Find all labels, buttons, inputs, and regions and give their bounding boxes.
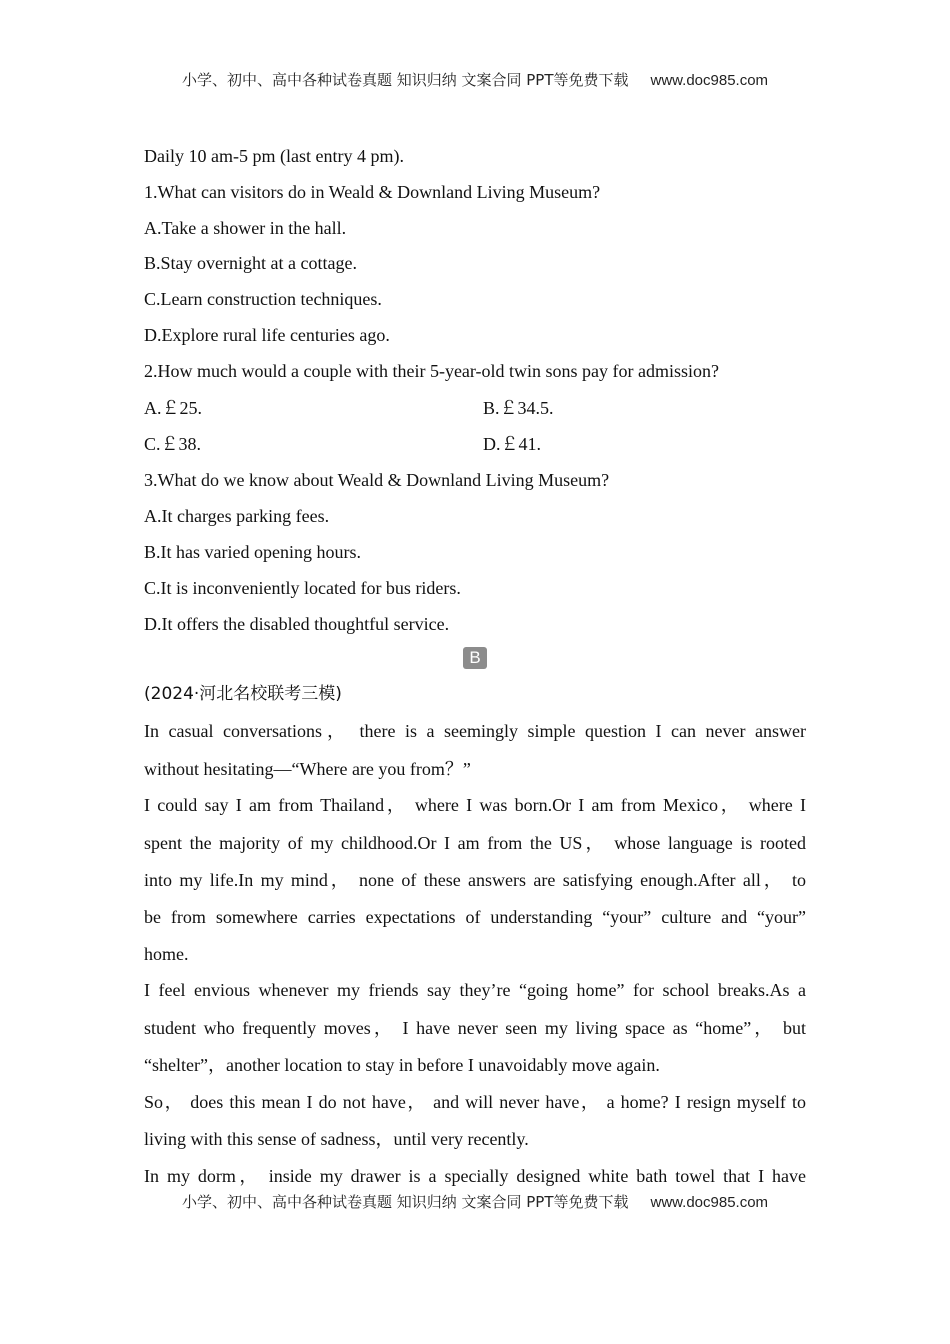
header-site-link[interactable]: www.doc985.com xyxy=(650,72,769,89)
opening-hours: Daily 10 am-5 pm (last entry 4 pm). xyxy=(144,146,404,166)
passage-line-10: “shelter”，another location to stay in before I unavoidably move again. xyxy=(144,1055,660,1075)
passage-line-9: student who frequently moves， I have never seen my living space as “home”， but xyxy=(144,1018,806,1038)
footer-site-link[interactable]: www.doc985.com xyxy=(650,1194,769,1211)
passage-line-11: So， does this mean I do not have， and will never have， a home? I resign myself to xyxy=(144,1092,806,1112)
passage-source: (2024·河北名校联考三模) xyxy=(144,684,342,704)
section-b-badge: B xyxy=(463,647,487,669)
question-3-option-c: C.It is inconveniently located for bus riders. xyxy=(144,578,461,598)
question-2-option-d: D.￡41. xyxy=(483,434,541,454)
question-3-stem: 3.What do we know about Weald & Downland Living Museum? xyxy=(144,470,610,490)
passage-line-3: I could say I am from Thailand， where I was born.Or I am from Mexico， where I xyxy=(144,795,806,815)
question-1-option-c: C.Learn construction techniques. xyxy=(144,289,382,309)
passage-line-5: into my life.In my mind， none of these answers are satisfying enough.After all， to xyxy=(144,870,806,890)
question-2-options-row-2 xyxy=(144,433,806,455)
page-header xyxy=(0,69,950,90)
question-3-option-d: D.It offers the disabled thoughtful service. xyxy=(144,614,450,634)
passage-line-1: In casual conversations， there is a seemingly simple question I can never answer xyxy=(144,721,806,741)
passage-line-7: home. xyxy=(144,944,189,964)
question-2-option-c: C.￡38. xyxy=(144,434,202,454)
passage-line-13: In my dorm， inside my drawer is a specially designed white bath towel that I have xyxy=(144,1166,806,1186)
question-1-option-a: A.Take a shower in the hall. xyxy=(144,218,347,238)
footer-text: 小学、初中、高中各种试卷真题 知识归纳 文案合同 PPT等免费下载 xyxy=(181,1193,629,1211)
passage-line-12: living with this sense of sadness，until very recently. xyxy=(144,1129,529,1149)
passage-line-2: without hesitating—“Where are you from？” xyxy=(144,759,471,779)
header-text: 小学、初中、高中各种试卷真题 知识归纳 文案合同 PPT等免费下载 xyxy=(181,71,629,89)
question-1-stem: 1.What can visitors do in Weald & Downland Living Museum? xyxy=(144,182,601,202)
question-3-option-b: B.It has varied opening hours. xyxy=(144,542,361,562)
passage-line-8: I feel envious whenever my friends say they’re “going home” for school breaks.As a xyxy=(144,980,806,1000)
question-1-option-d: D.Explore rural life centuries ago. xyxy=(144,325,390,345)
question-3-option-a: A.It charges parking fees. xyxy=(144,506,330,526)
question-2-options-row-1 xyxy=(144,397,806,419)
question-2-stem: 2.How much would a couple with their 5-year-old twin sons pay for admission? xyxy=(144,361,720,381)
passage-line-6: be from somewhere carries expectations of understanding “your” culture and “your” xyxy=(144,907,806,927)
page-footer xyxy=(0,1191,950,1212)
question-2-option-a: A.￡25. xyxy=(144,398,202,418)
question-1-option-b: B.Stay overnight at a cottage. xyxy=(144,253,357,273)
passage-line-4: spent the majority of my childhood.Or I am from the US， whose language is rooted xyxy=(144,833,806,853)
question-2-option-b: B.￡34.5. xyxy=(483,398,554,418)
